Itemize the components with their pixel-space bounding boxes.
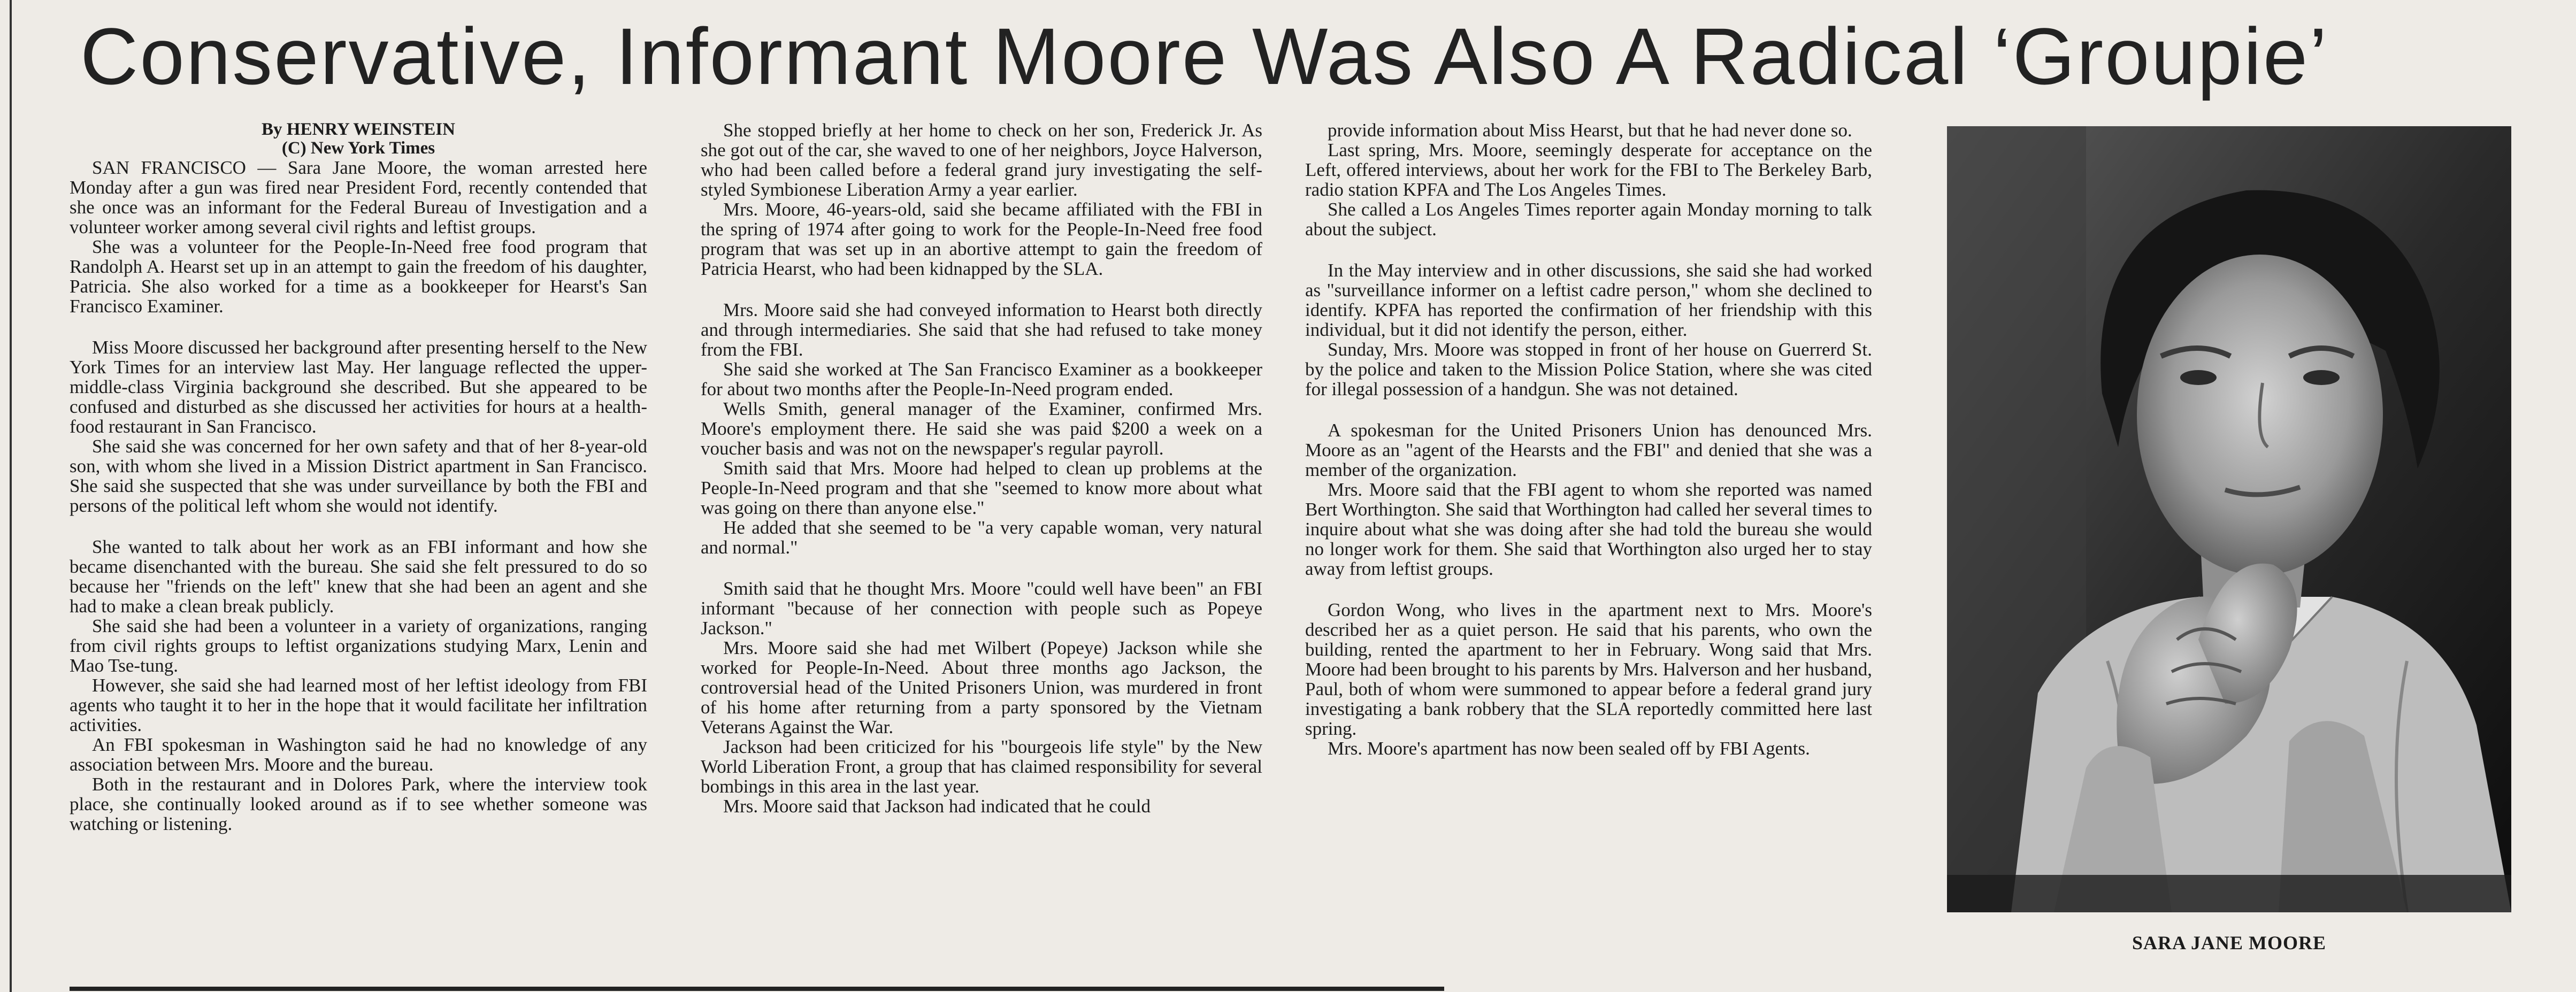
article-column-2 <box>701 120 1262 816</box>
article-paragraph: An FBI spokesman in Washington said he had no knowledge of any association between Mrs. Moore and the bureau. <box>70 734 647 775</box>
article-column-3 <box>1305 120 1872 758</box>
article-paragraph: Last spring, Mrs. Moore, seemingly desperate for acceptance on the Left, offered interviews, about her work for the FBI to The Berkeley Barb, radio station KPFA and The Los Angeles Times. <box>1305 140 1872 200</box>
article-paragraph: She wanted to talk about her work as an FBI informant and how she became disenchanted with the bureau. She said she felt pressured to do so because her "friends on the left" knew that she had been an agent and she had to make a clean break publicly. <box>70 536 647 617</box>
article-paragraph: Smith said that he thought Mrs. Moore "could well have been" an FBI informant "because of her connection with people such as Popeye Jackson." <box>701 578 1262 639</box>
photo-caption: SARA JANE MOORE <box>2132 932 2327 953</box>
article-paragraph: In the May interview and in other discussions, she said she had worked as "surveillance informer on a leftist cadre person," whom she declined to identify. KPFA has reported the confirmation of her friendship with this individual, but it did not identify the person, either. <box>1305 260 1872 340</box>
article-paragraph: Mrs. Moore's apartment has now been sealed off by FBI Agents. <box>1328 738 1810 759</box>
article-paragraph: She said she worked at The San Francisco Examiner as a bookkeeper for about two months after the People-In-Need program ended. <box>701 359 1262 399</box>
article-paragraph: Jackson had been criticized for his "bourgeois life style" by the New World Liberation Front, a group that has claimed responsibility for several bombings in this area in the last year. <box>701 736 1262 797</box>
page-edge-rule <box>10 0 12 992</box>
article-column-1 <box>70 120 647 834</box>
article-paragraph: Mrs. Moore, 46-years-old, said she became affiliated with the FBI in the spring of 1974 after going to work for the People-In-Need free food program that was set up in an abortive attempt to gain the freedom of Patricia Hearst, who had been kidnapped by the SLA. <box>701 199 1262 279</box>
article-paragraph: Sunday, Mrs. Moore was stopped in front of her house on Guerrerd St. by the police and taken to the Mission Police Station, where she was cited for illegal possession of a handgun. She was not detained. <box>1305 339 1872 399</box>
column-3-paragraphs <box>1305 120 1872 758</box>
portrait-photo <box>1947 126 2511 912</box>
article-paragraph: She was a volunteer for the People-In-Need free food program that Randolph A. Hearst set up in an attempt to gain the freedom of his daughter, Patricia. She also worked for a time as a bookkeeper for Hearst's San Francisco Examiner. <box>70 236 647 317</box>
byline-service: (C) New York Times <box>281 139 435 158</box>
portrait-image <box>1947 126 2511 912</box>
article-paragraph: She stopped briefly at her home to check on her son, Frederick Jr. As she got out of the car, she waved to one of her neighbors, Joyce Halverson, who had been called before a federal grand jury investigating the self-styled Symbionese Liberation Army a year earlier. <box>701 120 1262 200</box>
article-paragraph: Mrs. Moore said that the FBI agent to whom she reported was named Bert Worthington. She said that Worthington had called her several times to inquire about what she was doing after she had told the bureau she would no longer work for them. She said that Worthington also urged her to stay away from leftist groups. <box>1305 479 1872 579</box>
bottom-rule <box>70 987 1444 991</box>
column-1-paragraphs <box>70 158 647 834</box>
article-paragraph: Wells Smith, general manager of the Examiner, confirmed Mrs. Moore's employment there. He said she was paid $200 a week on a voucher basis and was not on the newspaper's regular payroll. <box>701 398 1262 459</box>
article-paragraph: She said she was concerned for her own safety and that of her 8-year-old son, with whom she lived in a Mission District apartment in San Francisco. She said she suspected that she was under surveillance by both the FBI and persons of the political left whom she would not identify. <box>70 436 647 516</box>
article-paragraph: Mrs. Moore said she had met Wilbert (Popeye) Jackson while she worked for People-In-Need. About three months ago Jackson, the controversial head of the United Prisoners Union, was murdered in front of his home after returning from a party sponsored by the Vietnam Veterans Against the War. <box>701 637 1262 737</box>
article-paragraph: He added that she seemed to be "a very capable woman, very natural and normal." <box>701 517 1262 558</box>
column-2-paragraphs <box>701 120 1262 816</box>
article-paragraph: Miss Moore discussed her background after presenting herself to the New York Times for an interview last May. Her language reflected the upper-middle-class Virginia background she described. But she appeared to be confused and disturbed as she discussed her activities for hours at a health-food restaurant in San Francisco. <box>70 337 647 437</box>
headline: Conservative, Informant Moore Was Also A Radical ‘Groupie’ <box>80 11 2329 101</box>
article-paragraph: Smith said that Mrs. Moore had helped to clean up problems at the People-In-Need program and that she "seemed to know more about what was going on there than anyone else." <box>701 458 1262 518</box>
article-paragraph: However, she said she had learned most of her leftist ideology from FBI agents who taught it to her in the hope that it would facilitate her infiltration activities. <box>70 675 647 735</box>
article-paragraph: A spokesman for the United Prisoners Union has denounced Mrs. Moore as an "agent of the Hearsts and the FBI" and denied that she was a member of the organization. <box>1305 420 1872 480</box>
article-paragraph: provide information about Miss Hearst, but that he had never done so. <box>1328 120 1852 141</box>
article-paragraph: Gordon Wong, who lives in the apartment next to Mrs. Moore's described her as a quiet person. He said that his parents, who own the building, rented the apartment to her in February. Wong said that Mrs. Moore had been brought to his parents by Mrs. Halverson and her husband, Paul, both of whom were summoned to appear before a federal grand jury investigating a bank robbery that the SLA reportedly committed here last spring. <box>1305 599 1872 739</box>
article-paragraph: Both in the restaurant and in Dolores Park, where the interview took place, she continually looked around as if to see whether someone was watching or listening. <box>70 774 647 834</box>
article-paragraph: Mrs. Moore said she had conveyed information to Hearst both directly and through intermediaries. She said that she had refused to take money from the FBI. <box>701 299 1262 360</box>
article-paragraph: She called a Los Angeles Times reporter again Monday morning to talk about the subject. <box>1305 199 1872 240</box>
byline-author: By HENRY WEINSTEIN <box>262 120 455 139</box>
article-paragraph: She said she had been a volunteer in a variety of organizations, ranging from civil rights groups to leftist organizations studying Marx, Lenin and Mao Tse-tung. <box>70 616 647 676</box>
article-paragraph: SAN FRANCISCO — Sara Jane Moore, the woman arrested here Monday after a gun was fired near President Ford, recently contended that she once was an informant for the Federal Bureau of Investigation and a volunteer worker among several civil rights and leftist groups. <box>70 157 647 237</box>
article-paragraph: Mrs. Moore said that Jackson had indicated that he could <box>723 796 1151 817</box>
byline <box>70 120 647 158</box>
